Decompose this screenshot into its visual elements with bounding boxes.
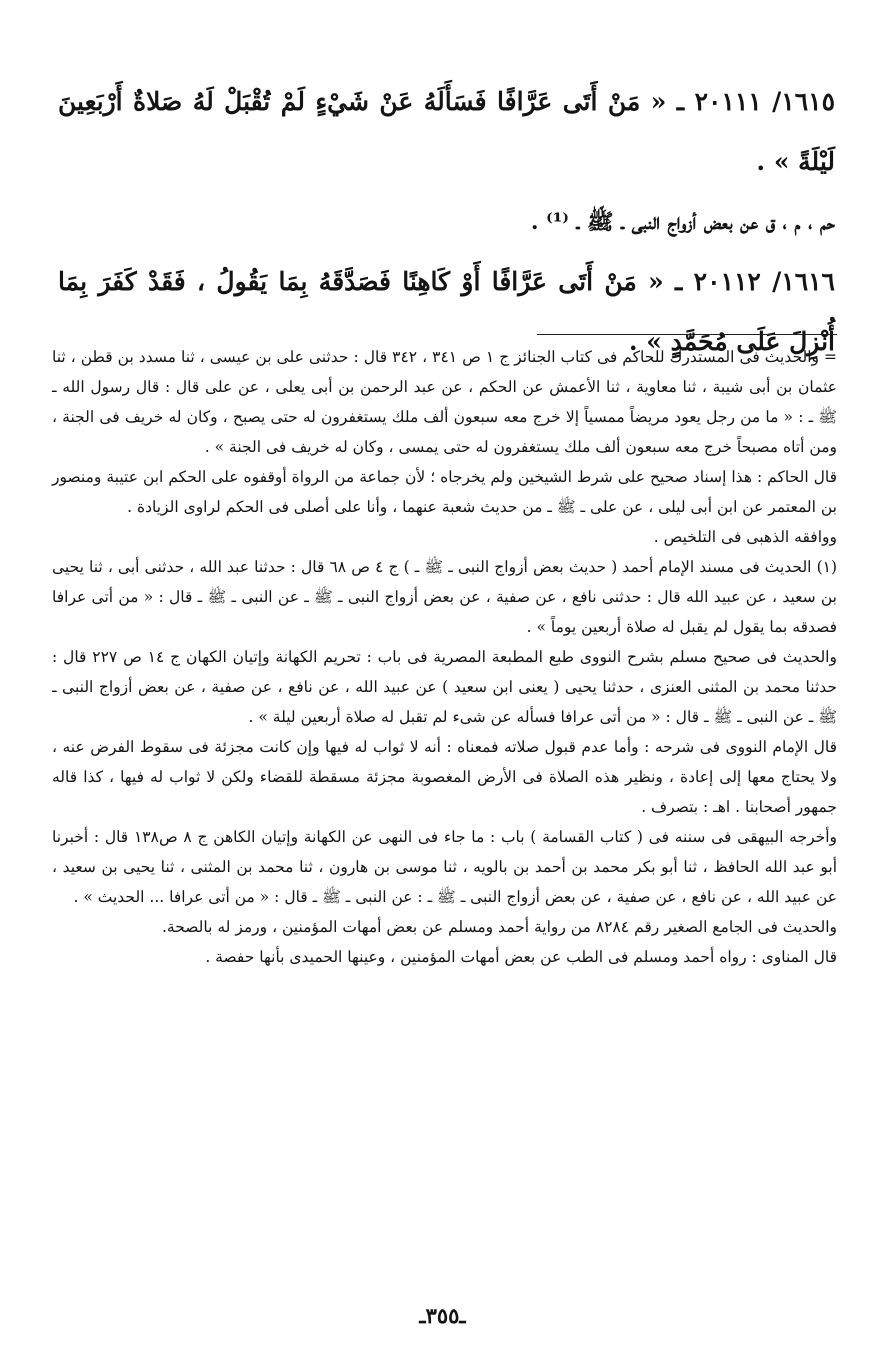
hadith-1615: ١٦١٥/ ٢٠١١١ ـ « مَنْ أَتَى عَرَّافًا فَسَأَلَهُ عَنْ شَيْءٍ لَمْ تُقْبَلْ لَهُ صَلاةٌ أَرْبَعِينَ لَيْلَةً » .: [58, 87, 836, 176]
footnote-paragraph: قال الإمام النووى فى شرحه : وأما عدم قبول صلاته فمعناه : أنه لا ثواب له فيها وإن كانت مجزئة فى سقوط الفرض عنه ، ولا يحتاج معها إلى إعادة ، ونظير هذه الصلاة فى الأرض المغصوبة مجزئة مسقطة للقضاء ولكن لا ثواب له فيها ، كذا قاله جمهور أصحابنا . اهـ : بتصرف .: [52, 738, 837, 816]
main-text: [58, 72, 835, 372]
footnotes: [52, 342, 837, 972]
hadith-1616: ١٦١٦/ ٢٠١١٢ ـ « مَنْ أَتَى عَرَّافًا أَوْ كَاهِنًا فَصَدَّقَهُ بِمَا يَقُولُ ، فَقَدْ كَفَرَ بِمَا أُنْزِلَ عَلَى مُحَمَّدٍ » .: [58, 267, 835, 356]
page-number: ـ٣٥٥ـ: [419, 1303, 466, 1328]
footnote-separator: [537, 334, 837, 335]
hadith-1615-reference: حم ، م ، ق عن بعض أزواج النبى ـ ﷺ ـ ⁽¹⁾ .: [530, 209, 835, 235]
footnote-paragraph: والحديث فى صحيح مسلم بشرح النووى طبع المطبعة المصرية فى باب : تحريم الكهانة وإتيان الكهان ج ١٤ ص ٢٢٧ قال : حدثنا محمد بن المثنى العنزى ، حدثنا يحيى ( يعنى ابن سعيد ) عن عبيد الله ، عن نافع ، عن صفية ، عن بعض أزواج النبى ـ ﷺ ـ عن النبى ـ ﷺ ـ قال : « من أتى عرافا فسأله عن شىء لم تقبل له صلاة أربعين ليلة » .: [52, 648, 837, 726]
footnote-paragraph: قال الحاكم : هذا إسناد صحيح على شرط الشيخين ولم يخرجاه ؛ لأن جماعة من الرواة أوقفوه على الحكم ابن عتيبة ومنصور بن المعتمر عن ابن أبى ليلى ، عن على ـ ﷺ ـ من حديث شعبة عنهما ، وأنا على أصلى فى الحكم لراوى الزيادة .: [52, 468, 837, 516]
footnote-paragraph: قال المناوى : رواه أحمد ومسلم فى الطب عن بعض أمهات المؤمنين ، وعينها الحميدى بأنها حفصة .: [205, 948, 837, 966]
footnote-1: (١) الحديث فى مسند الإمام أحمد ( حديث بعض أزواج النبى ـ ﷺ ـ ) ج ٤ ص ٦٨ قال : حدثنا عبد الله ، حدثنى أبى ، ثنا يحيى بن سعيد ، عن عبيد الله قال : حدثنى نافع ، عن صفية ، عن بعض أزواج النبى ـ ﷺ ـ عن النبى ـ ﷺ ـ قال : « من أتى عرافا فصدقه بما يقول لم يقبل له صلاة أربعين يوماً » .: [52, 558, 838, 636]
footnote-continuation: = والحديث فى المستدرك للحاكم فى كتاب الجنائز ج ١ ص ٣٤١ ، ٣٤٢ قال : حدثنى على بن عيسى ، ثنا مسدد بن قطن ، ثنا عثمان بن أبى شيبة ، ثنا معاوية ، ثنا الأعمش عن الحكم ، عن عبد الرحمن بن أبى يعلى ، عن على قال : قال رسول الله ـ ﷺ ـ : « ما من رجل يعود مريضاً ممسياً إلا خرج معه سبعون ألف ملك يستغفرون له حتى يصبح ، وكان له خريف فى الجنة ، ومن أتاه مصبحاً خرج معه سبعون ألف ملك يستغفرون له حتى يمسى ، وكان له خريف فى الجنة » .: [52, 348, 837, 456]
footnote-paragraph: وأخرجه البيهقى فى سننه فى ( كتاب القسامة ) باب : ما جاء فى النهى عن الكهانة وإتيان الكاهن ج ٨ ص١٣٨ قال : أخبرنا أبو عبد الله الحافظ ، ثنا أبو بكر محمد بن أحمد بن بالويه ، ثنا موسى بن هارون ، ثنا محمد بن المثنى ، ثنا يحيى بن سعيد ، عن عبيد الله ، عن نافع ، عن صفية ، عن بعض أزواج النبى ـ ﷺ ـ : عن النبى ـ ﷺ ـ قال : « من أتى عرافا ... الحديث » .: [52, 828, 837, 906]
footnote-paragraph: والحديث فى الجامع الصغير رقم ٨٢٨٤ من رواية أحمد ومسلم عن بعض أمهات المؤمنين ، ورمز له بالصحة.: [162, 918, 837, 936]
footnote-paragraph: ووافقه الذهبى فى التلخيص .: [653, 528, 837, 546]
